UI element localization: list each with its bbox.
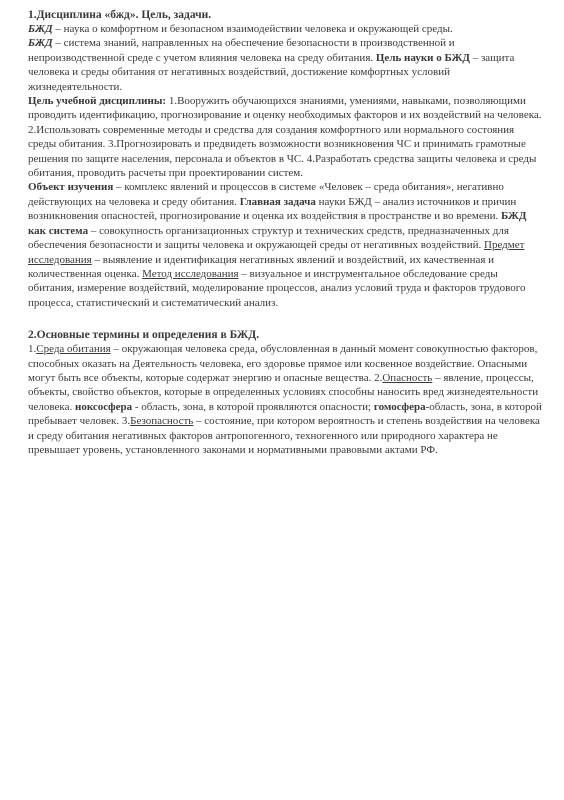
- main-task-label: Главная задача: [239, 195, 316, 208]
- noxosphere-label: ноксосфера: [74, 400, 133, 413]
- course-goal-label: Цель учебной дисциплины:: [28, 95, 167, 108]
- term-bzhd: БЖД: [28, 23, 53, 35]
- terms-paragraph: [28, 342, 544, 457]
- term-number: 1.: [28, 343, 37, 356]
- term-bzhd: БЖД: [28, 37, 53, 50]
- course-goal-text: 1.Вооружить обучающихся знаниями, умениями, навыками, позволяющими проводить идентификацию, прогнозирование и оценку необходимых факторов и их воздействий на человека. 2.Использовать современные методы и средства для создания комфортного или нормального состояния среды обитания. 3.Прогнозировать и предвидеть возможности возникновения ЧС и принимать грамотные решения по защите населения, персонала и объектов в ЧС. 4.Разработать средства защиты человека и среды обитания, проводить расчеты при проектировании систем.: [28, 95, 542, 180]
- section-discipline: [28, 8, 544, 310]
- bzhd-definition-1: [28, 22, 544, 36]
- environment-text: – окружающая человека среда, обусловленная в данный момент совокупностью факторов, способных оказать на Деятельность человека, его здоровье прямое или косвенное воздействие. Опасными могут быть все объекты, которые содержат энергию и опасные вещества.: [28, 343, 538, 384]
- object-text: – комплекс явлений и процессов в системе «Человек – среда обитания», негативно действующих на человека и среду обитания.: [28, 181, 504, 208]
- object-paragraph: [28, 180, 544, 310]
- science-goal-text: – защита человека и среды обитания от негативных воздействий, достижение комфортных условий жизнедеятельности.: [28, 51, 515, 93]
- danger-text: – явление, процессы, объекты, свойство объектов, которые в определенных условиях способны наносить вред жизнедеятельности человека.: [28, 371, 539, 413]
- document-page: [28, 8, 544, 457]
- term-number: 3.: [121, 415, 131, 428]
- bzhd-definition-2: [28, 36, 544, 94]
- safety-text: – состояние, при котором вероятность и степень воздействия на человека и среду обитания негативных факторов антропогенного, техногенного или природного характера не превышает уровень, установленного законами и нормативными правовыми актами РФ.: [28, 415, 540, 456]
- course-goal-paragraph: [28, 94, 544, 180]
- definition-text: – система знаний, направленных на обеспечение безопасности в производственной и непроизводственной среде с учетом влияния человека на среду обитания.: [28, 37, 455, 64]
- definition-text: – наука о комфортном и безопасном взаимодействии человека и окружающей среды.: [52, 23, 453, 35]
- system-label: БЖД как система: [28, 210, 527, 237]
- section-title: 1.Дисциплина «бжд». Цель, задачи.: [28, 9, 212, 21]
- homosphere-text: -область, зона, в которой пребывает человек.: [28, 400, 542, 428]
- safety-label: Безопасность: [130, 415, 194, 428]
- section-title: 2.Основные термины и определения в БЖД.: [28, 329, 260, 342]
- method-text: – визуальное и инструментальное обследование среды обитания, измерение воздействий, моделирование процессов, анализ условий труда и факторов трудового процесса, статистический и систематический анализ.: [28, 267, 526, 309]
- danger-label: Опасность: [382, 371, 433, 384]
- science-goal-label: Цель науки о БЖД: [375, 51, 470, 64]
- environment-label: Среда обитания: [36, 343, 111, 356]
- object-label: Объект изучения: [28, 181, 114, 194]
- method-label: Метод исследования: [142, 267, 239, 280]
- term-number: 2.: [374, 371, 383, 384]
- main-task-text: науки БЖД – анализ источников и причин возникновения опасностей, прогнозирование и оценка их воздействия в пространстве и во времени.: [28, 195, 517, 223]
- subject-text: – выявление и идентификация негативных явлений и воздействий, их качественная и количественная оценка.: [28, 253, 495, 280]
- system-text: – совокупность организационных структур и технических средств, предназначенных для обеспечения безопасности и защиты человека и окружающей среды от негативных воздействий.: [28, 224, 509, 252]
- subject-label: Предмет исследования: [28, 239, 525, 266]
- section-terms: [28, 328, 544, 457]
- homosphere-label: гомосфера: [373, 400, 426, 413]
- noxosphere-text: - область, зона, в которой проявляются опасности;: [132, 400, 374, 413]
